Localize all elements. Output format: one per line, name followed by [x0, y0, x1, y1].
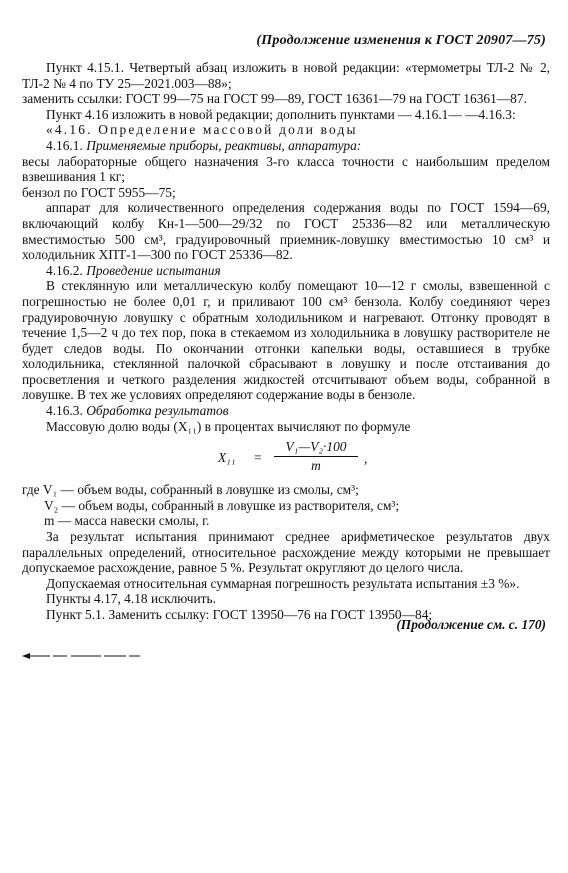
- formula: [22, 436, 550, 482]
- paragraph-procedure: В стеклянную или металлическую колбу помещают 10—12 г смолы, взвешенной с погрешностью не более 0,01 г, и приливают 100 см³ бензола. Колбу соединяют через градуировочную ловушку с обратным холодильником и нагревают. Отгонку проводят в течение 1,5—2 ч до тех пор, пока в стекаемом из холодильника в ловушку растворителе не будет следов воды. По окончании отгонки капельки воды, оставшиеся в трубке холодильника, стеклянной палочкой сбрасывают в ловушку и после отстаивания до просветления и четкого разделения жидкостей отсчитывают объем воды, собранной в ловушке. В тех же условиях определяют содержание воды в бензоле.: [22, 278, 550, 403]
- formula-legend: [22, 482, 550, 529]
- legend-m: m — масса навески смолы, г.: [44, 513, 210, 529]
- paragraph-scales: весы лабораторные общего назначения 3-го класса точности с наибольшим пределом взвешивания 1 кг;: [22, 153, 550, 185]
- continuation-note: (Продолжение см. с. 170): [396, 617, 546, 632]
- formula-lhs: X₁₁: [218, 450, 236, 466]
- paragraph-formula-intro: Массовую долю воды (X₁₁) в процентах вычисляют по формуле: [46, 418, 411, 434]
- subheading-number: 4.16.1.: [46, 137, 83, 153]
- paragraph-4-15-1: Пункт 4.15.1. Четвертый абзац изложить в новой редакции: «термометры ТЛ-2 № 2, ТЛ-2 № 4 по ТУ 25—2021.003—88»;: [22, 60, 550, 91]
- subheading-number: 4.16.2.: [46, 262, 83, 278]
- section-heading-4-16: [22, 122, 550, 138]
- paragraph-benzene: бензол по ГОСТ 5955—75;: [22, 184, 176, 200]
- subheading-4-16-2: [22, 263, 550, 279]
- legend-v2: V₂ — объем воды, собранный в ловушке из растворителя, см³;: [44, 497, 400, 513]
- subheading-4-16-1: [22, 138, 550, 154]
- paragraph-apparatus: аппарат для количественного определения содержания воды по ГОСТ 1594—69, включающий колбу Кн-1—500—29/32 по ГОСТ 25336—82 или металлическую вместимостью 500 см³, градуировочный приемник-ловушку вместимостью 10 см³ и холодильник ХПТ-1—300 по ГОСТ 25336—82.: [22, 200, 550, 263]
- arrow-rule-icon: [22, 652, 140, 660]
- paragraph-4-16: Пункт 4.16 изложить в новой редакции; дополнить пунктами — 4.16.1— —4.16.3:: [46, 106, 516, 122]
- paragraph-result: За результат испытания принимают среднее арифметическое результатов двух параллельных определений, относительное расхождение между которыми не превышает допускаемое расхождение, равное 5 %. Результат округляют до целого числа.: [22, 529, 550, 576]
- subheading-number: 4.16.3.: [46, 403, 83, 419]
- formula-denominator: m: [311, 457, 321, 473]
- paragraph-exclude: Пункты 4.17, 4.18 исключить.: [46, 591, 216, 607]
- document-body: [22, 60, 550, 623]
- formula-fraction: [274, 439, 358, 473]
- paragraph-replace-refs: заменить ссылки: ГОСТ 99—75 на ГОСТ 99—89, ГОСТ 16361—79 на ГОСТ 16361—87.: [22, 91, 527, 107]
- subheading-title: Проведение испытания: [86, 262, 221, 278]
- formula-numerator: V₁—V₂·100: [274, 439, 358, 457]
- paragraph-5-1: Пункт 5.1. Заменить ссылку: ГОСТ 13950—76 на ГОСТ 13950—84;: [46, 607, 433, 622]
- subheading-4-16-3: [22, 403, 550, 419]
- legend-v1: где V₁ — объем воды, собранный в ловушке из смолы, см³;: [22, 482, 359, 498]
- paragraph-error: Допускаемая относительная суммарная погрешность результата испытания ±3 %».: [46, 575, 520, 591]
- subheading-title: Применяемые приборы, реактивы, аппаратура:: [86, 137, 362, 153]
- subheading-title: Обработка результатов: [86, 403, 229, 419]
- formula-trailing-comma: ,: [364, 451, 368, 467]
- running-header: (Продолжение изменения к ГОСТ 20907—75): [256, 33, 546, 48]
- formula-equals: =: [254, 450, 262, 466]
- section-heading-text: «4.16. Определение массовой доли воды: [46, 122, 358, 138]
